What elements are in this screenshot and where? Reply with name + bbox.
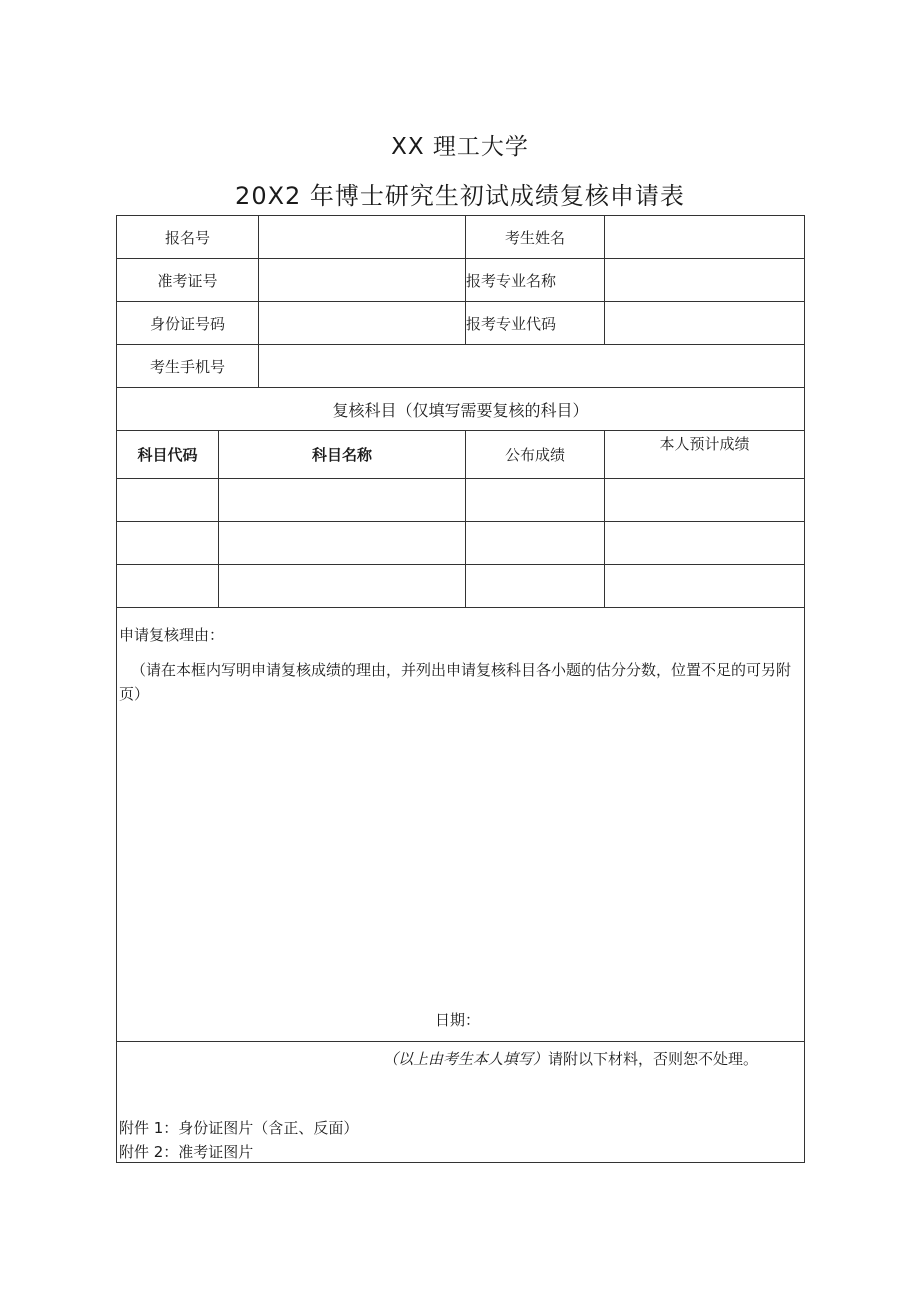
subject-name-cell[interactable] — [219, 565, 466, 608]
id-card-label: 身份证号码 — [117, 302, 259, 345]
footer-box — [117, 1042, 805, 1163]
major-name-field[interactable] — [605, 259, 805, 302]
expected-score-cell[interactable] — [605, 565, 805, 608]
reason-row — [117, 608, 805, 1042]
candidate-name-field[interactable] — [605, 216, 805, 259]
major-code-field[interactable] — [605, 302, 805, 345]
admission-ticket-field[interactable] — [259, 259, 466, 302]
mobile-label: 考生手机号 — [117, 345, 259, 388]
header-subject-name: 科目名称 — [219, 431, 466, 479]
subject-code-cell[interactable] — [117, 479, 219, 522]
reason-box[interactable] — [117, 608, 805, 1042]
university-name: XX 理工大学 — [391, 134, 529, 160]
date-label: 日期： — [435, 1011, 481, 1029]
row-registration — [117, 216, 805, 259]
header-subject-code: 科目代码 — [117, 431, 219, 479]
attachment-1: 附件 1：身份证图片（含正、反面） — [119, 1119, 359, 1137]
footer-row — [117, 1042, 805, 1163]
row-id-card — [117, 302, 805, 345]
subjects-section-title: 复核科目（仅填写需要复核的科目） — [117, 388, 805, 431]
subjects-header-row — [117, 431, 805, 479]
published-score-cell[interactable] — [466, 479, 605, 522]
subject-code-cell[interactable] — [117, 565, 219, 608]
attachment-2: 附件 2：准考证图片 — [119, 1143, 254, 1161]
application-form — [116, 215, 805, 1163]
expected-score-cell[interactable] — [605, 522, 805, 565]
form-title: 20X2 年博士研究生初试成绩复核申请表 — [235, 182, 685, 210]
header-published-score: 公布成绩 — [466, 431, 605, 479]
row-subjects-title — [117, 388, 805, 431]
registration-no-field[interactable] — [259, 216, 466, 259]
materials-note — [119, 1046, 784, 1072]
id-card-field[interactable] — [259, 302, 466, 345]
reason-hint: （请在本框内写明申请复核成绩的理由，并列出申请复核科目各小题的估分分数，位置不足的可另附页） — [119, 661, 792, 703]
subject-code-cell[interactable] — [117, 522, 219, 565]
candidate-name-label: 考生姓名 — [466, 216, 605, 259]
header-expected-score: 本人预计成绩 — [605, 431, 805, 479]
published-score-cell[interactable] — [466, 565, 605, 608]
reason-title: 申请复核理由： — [119, 626, 225, 644]
subject-row — [117, 522, 805, 565]
row-mobile — [117, 345, 805, 388]
filled-by-note: （以上由考生本人填写） — [383, 1050, 549, 1068]
subject-row — [117, 565, 805, 608]
registration-no-label: 报名号 — [117, 216, 259, 259]
admission-ticket-label: 准考证号 — [117, 259, 259, 302]
major-code-label: 报考专业代码 — [466, 302, 605, 345]
row-admission — [117, 259, 805, 302]
attachment-instruction: 请附以下材料，否则恕不处理。 — [548, 1050, 759, 1068]
major-name-label: 报考专业名称 — [466, 259, 605, 302]
mobile-field[interactable] — [259, 345, 805, 388]
subject-name-cell[interactable] — [219, 479, 466, 522]
subject-row — [117, 479, 805, 522]
subject-name-cell[interactable] — [219, 522, 466, 565]
published-score-cell[interactable] — [466, 522, 605, 565]
expected-score-cell[interactable] — [605, 479, 805, 522]
